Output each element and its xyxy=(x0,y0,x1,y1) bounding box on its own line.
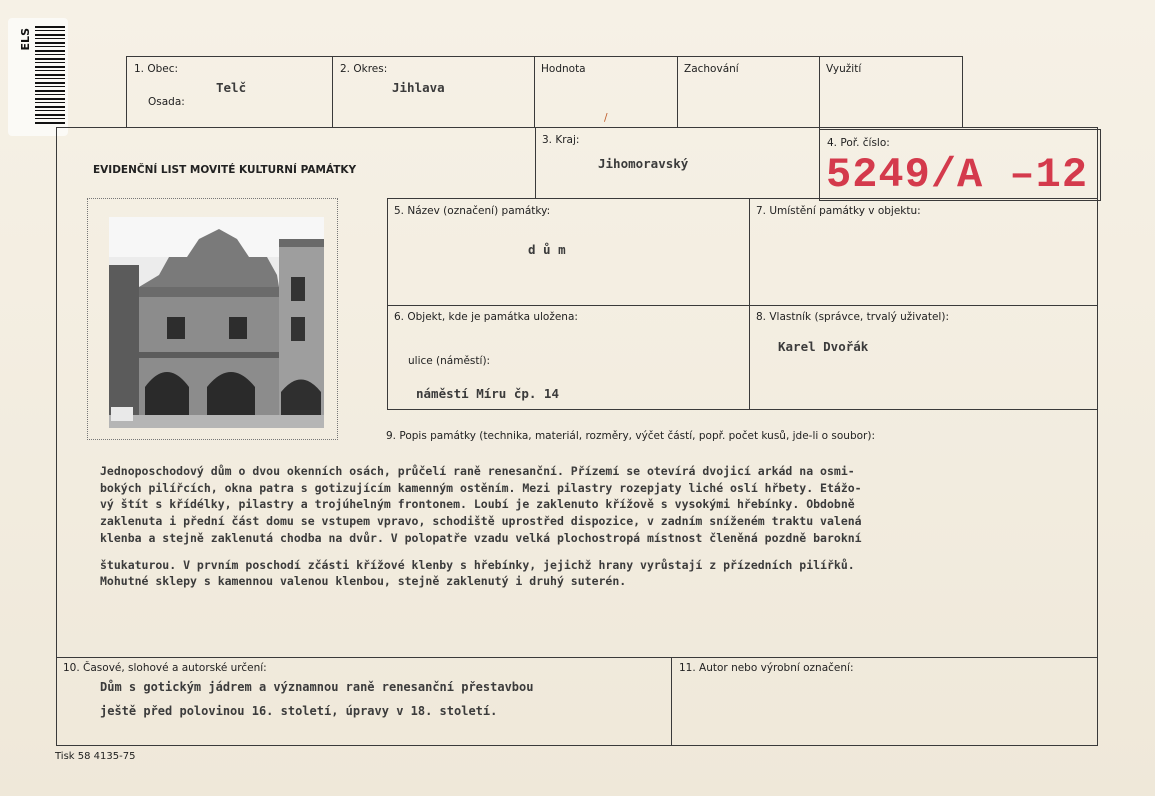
popis-line: Mohutné sklepy s kamennou valenou klenbou, stejně zaklenutý i druhý suterén. xyxy=(100,574,627,588)
kraj-label: 3. Kraj: xyxy=(542,134,580,146)
hodnota-label: Hodnota xyxy=(541,63,586,75)
registry-number-stamp: 5249/A –12 xyxy=(826,151,1089,199)
barcode-icon xyxy=(35,26,65,126)
vlastnik-label: 8. Vlastník (správce, trvalý uživatel): xyxy=(756,311,949,323)
barcode-code: ELS xyxy=(19,28,32,51)
popis-line: zaklenuta i přední část domu se vstupem vpravo, schodiště uprostřed dispozice, v zadním sníženém traktu valená xyxy=(100,514,862,528)
popis-line: štukaturou. V prvním poschodí zčásti křížové klenby s hřebínky, jejichž hrany vyrůstají z přízedních pilířků. xyxy=(100,558,855,572)
vlastnik-value: Karel Dvořák xyxy=(778,339,869,354)
photo-frame xyxy=(87,198,338,440)
popis-line: bokých pilířcích, okna patra s gotizujícím kamenným ostěním. Mezi pilastry rozepjaty liché oslí hřbety. Etážo- xyxy=(100,481,862,495)
okres-label: 2. Okres: xyxy=(340,63,388,75)
hodnota-mark: / xyxy=(604,112,608,124)
ulice-value: náměstí Míru čp. 14 xyxy=(416,386,559,401)
popis-label: 9. Popis památky (technika, materiál, rozměry, výčet částí, popř. počet kusů, jde-li o soubor): xyxy=(386,430,875,442)
ulice-label: ulice (náměstí): xyxy=(408,355,491,367)
card-title: EVIDENČNÍ LIST MOVITÉ KULTURNÍ PAMÁTKY xyxy=(93,164,357,176)
umisteni-label: 7. Umístění památky v objektu: xyxy=(756,205,921,217)
vyuziti-label: Využití xyxy=(826,63,862,75)
popis-line: Jednoposchodový dům o dvou okenních osách, průčelí raně renesanční. Přízemí se otevírá dvojicí arkád na osmi- xyxy=(100,464,855,478)
obec-value: Telč xyxy=(216,80,247,95)
autor-label: 11. Autor nebo výrobní označení: xyxy=(679,662,854,674)
okres-value: Jihlava xyxy=(392,80,445,95)
por-cislo-label: 4. Poř. číslo: xyxy=(827,137,890,149)
nazev-label: 5. Název (označení) památky: xyxy=(394,205,551,217)
kraj-value: Jihomoravský xyxy=(598,156,689,171)
urceni-label: 10. Časové, slohové a autorské určení: xyxy=(63,662,267,674)
zachovani-label: Zachování xyxy=(684,63,739,75)
urceni-line: Dům s gotickým jádrem a významnou raně renesanční přestavbou xyxy=(100,680,534,694)
popis-line: vý štít s křídélky, pilastry a trojúhelným frontonem. Loubí je zaklenuto křížově s vysokými hřebínky. Obdobně xyxy=(100,497,855,511)
barcode-label xyxy=(8,18,68,136)
popis-line: klenba a stejně zaklenutá chodba na dvůr. V polopatře vzadu velká plochostropá místnost členěná pozdně barokní xyxy=(100,531,862,545)
house-facade-photo xyxy=(109,217,324,428)
urceni-line: ještě před polovinou 16. století, úpravy v 18. století. xyxy=(100,704,498,718)
nazev-value: d ů m xyxy=(528,242,566,257)
osada-label: Osada: xyxy=(148,96,185,108)
print-code: Tisk 58 4135-75 xyxy=(55,751,136,762)
objekt-label: 6. Objekt, kde je památka uložena: xyxy=(394,311,578,323)
obec-label: 1. Obec: xyxy=(134,63,179,75)
